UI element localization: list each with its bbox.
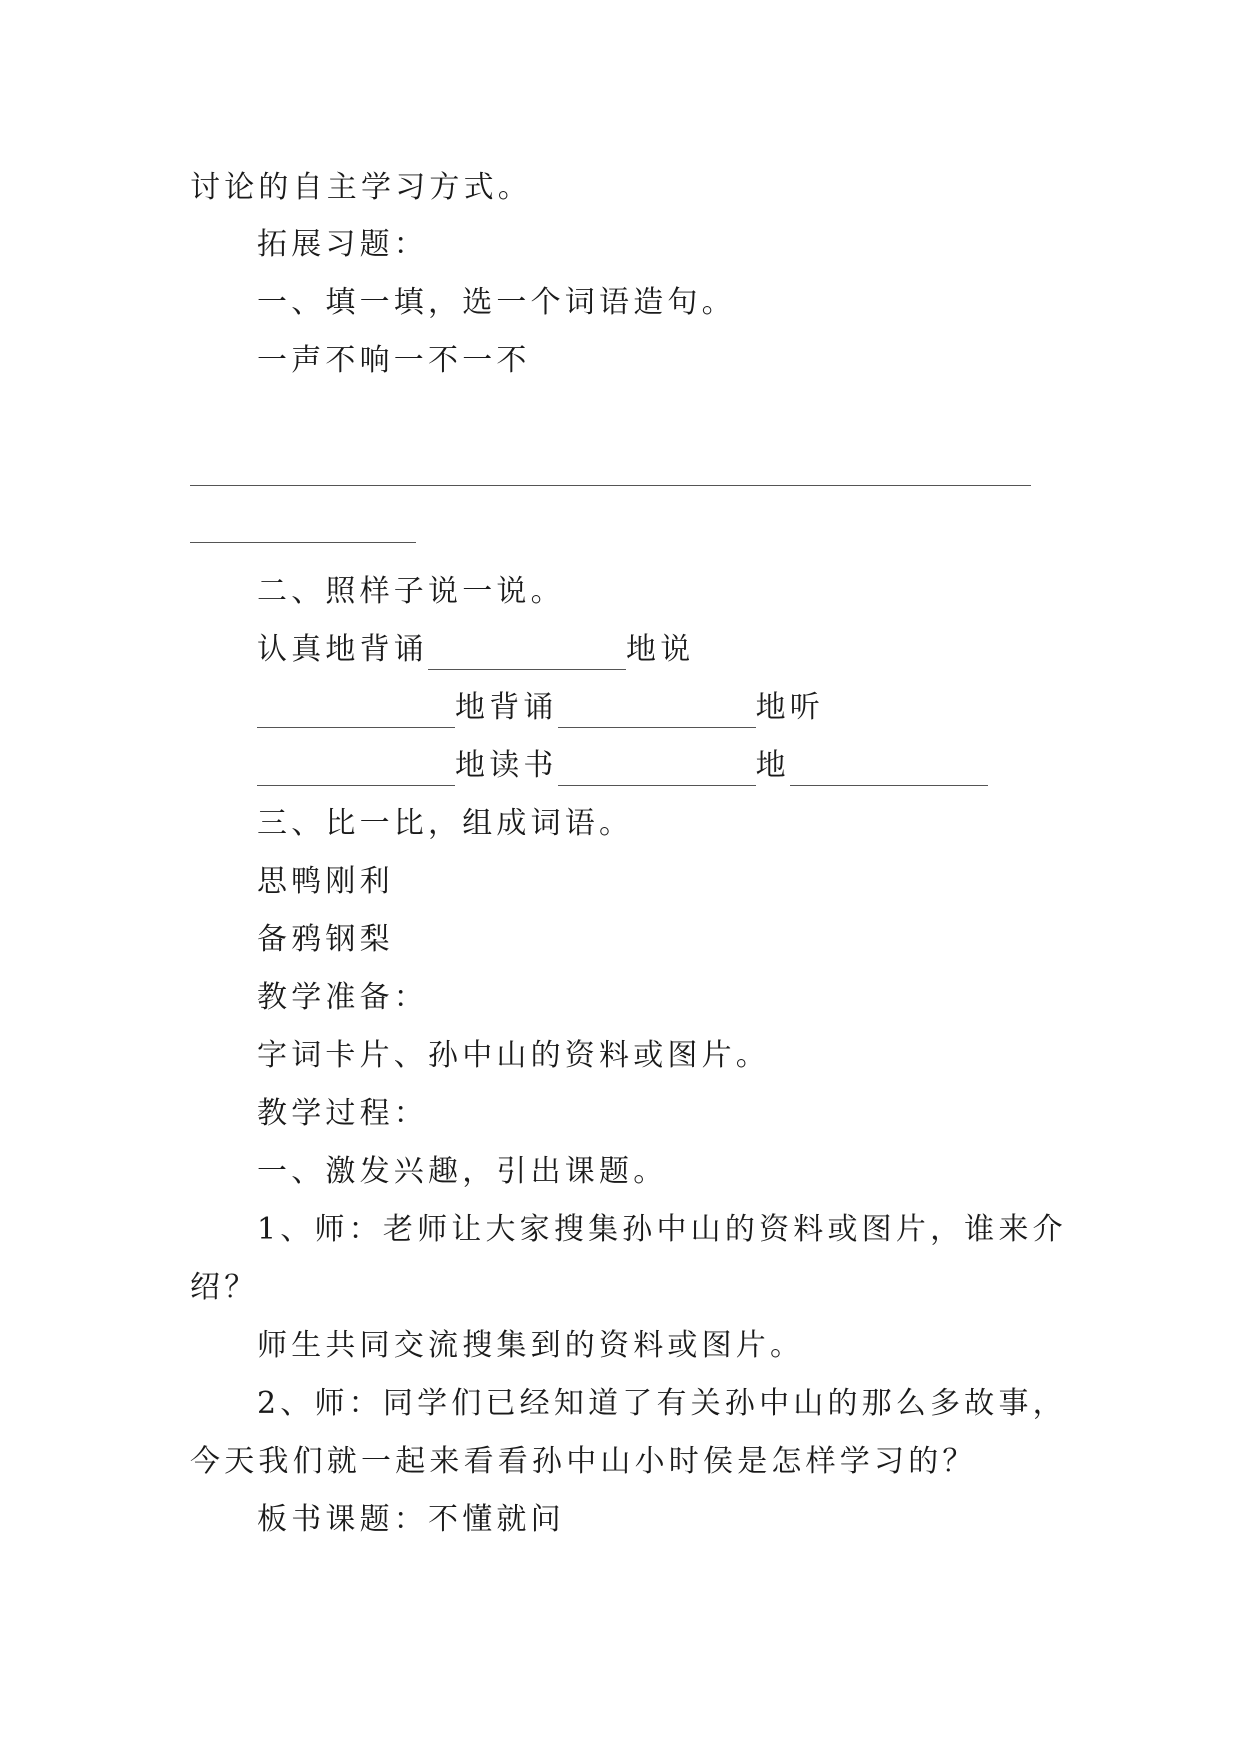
fill-blank [790,753,988,786]
exercise-1-words: 一声不响一不一不 [257,343,531,378]
paragraph-line: 1、师：老师让大家搜集孙中山的资料或图片，谁来介 [257,1212,1067,1247]
step-heading: 一、激发兴趣，引出课题。 [257,1154,668,1189]
paragraph-line: 板书课题：不懂就问 [257,1502,565,1537]
paragraph-line: 2、师：同学们已经知道了有关孙中山的那么多故事， [257,1386,1067,1421]
section-heading-exercises: 拓展习题： [257,227,428,262]
exercise-2-text: 地背诵 [455,690,558,725]
exercise-2-row [257,746,988,786]
exercise-2-row [257,688,824,728]
fill-blank [558,695,756,728]
fill-blank [558,753,756,786]
answer-blank-line [190,542,416,543]
paragraph-line: 今天我们就一起来看看孙中山小时侯是怎样学习的？ [190,1444,977,1479]
exercise-2-text: 认真地背诵 [257,632,428,667]
exercise-2-text: 地 [755,748,790,783]
exercise-1-heading: 一、填一填，选一个词语造句。 [257,285,736,320]
paragraph-line: 绍？ [190,1270,259,1305]
paragraph-line: 师生共同交流搜集到的资料或图片。 [257,1328,805,1363]
fill-blank [257,695,455,728]
exercise-3-chars: 思鸭刚利 [257,864,394,899]
section-heading-preparation: 教学准备： [257,980,428,1015]
section-heading-process: 教学过程： [257,1096,428,1131]
exercise-2-row [257,630,694,670]
exercise-2-text: 地读书 [455,748,558,783]
fill-blank [428,637,626,670]
exercise-2-text: 地听 [755,690,825,725]
exercise-3-heading: 三、比一比，组成词语。 [257,806,634,841]
text-line: 讨论的自主学习方式。 [190,170,532,205]
fill-blank [257,753,455,786]
exercise-2-text: 地说 [626,632,695,667]
exercise-2-heading: 二、照样子说一说。 [257,574,565,609]
text-line: 字词卡片、孙中山的资料或图片。 [257,1038,770,1073]
exercise-3-chars: 备鸦钢梨 [257,922,394,957]
answer-blank-line [190,485,1031,486]
